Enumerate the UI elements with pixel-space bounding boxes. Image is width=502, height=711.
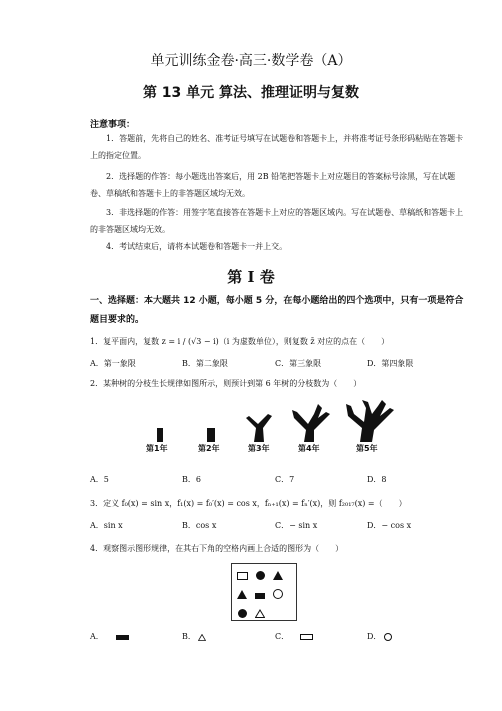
tree-label-1: 第1年 bbox=[146, 444, 168, 452]
circle-filled-icon bbox=[238, 609, 247, 618]
question-4-stem: 4．观察图示图形规律，在其右下角的空格内画上合适的图形为（ ） bbox=[90, 544, 344, 553]
question-3-stem: 3．定义 f₀(x) = sin x，f₁(x) = f₀′(x) = cos x，fₙ₊₁(x) = fₙ′(x)，则 f₂₀₁₇(x) =（ ） bbox=[90, 499, 407, 508]
q4-option-a[interactable] bbox=[90, 631, 129, 642]
notice-item-4: 4．考试结束后，请将本试题卷和答题卡一并上交。 bbox=[106, 242, 288, 251]
q4-option-d[interactable] bbox=[367, 631, 392, 642]
tree-growth-figure bbox=[142, 400, 412, 452]
q4-option-b[interactable] bbox=[182, 631, 206, 642]
q4-option-c[interactable] bbox=[275, 631, 313, 642]
q1-option-c[interactable]: C．第三象限 bbox=[275, 359, 322, 368]
q2-option-d[interactable]: D．8 bbox=[367, 475, 387, 484]
tree-year-3 bbox=[246, 414, 272, 442]
tree-year-4 bbox=[292, 404, 330, 442]
q3-option-d[interactable]: D．− cos x bbox=[367, 521, 412, 530]
q2-option-a[interactable]: A．5 bbox=[90, 475, 109, 484]
q2-option-b[interactable]: B．6 bbox=[182, 475, 201, 484]
q4-option-d-label: D． bbox=[367, 632, 382, 641]
circle-outline-icon bbox=[384, 633, 392, 641]
tree-year-2 bbox=[207, 428, 215, 442]
q1-option-b[interactable]: B．第二象限 bbox=[182, 359, 228, 368]
grid-cell bbox=[233, 584, 251, 603]
q1-option-a[interactable]: A．第一象限 bbox=[90, 359, 136, 368]
notice-item-2: 2．选择题的作答：每小题选出答案后，用 2B 铅笔把答题卡上对应题目的答案标号涂黑，写在试题卷、草稿纸和答题卡上的非答题区域均无效。 bbox=[90, 172, 456, 198]
triangle-filled-icon bbox=[273, 571, 283, 580]
tree-label-4: 第4年 bbox=[298, 444, 320, 452]
triangle-filled-icon bbox=[237, 590, 247, 599]
grid-cell bbox=[251, 565, 269, 584]
q4-option-a-label: A． bbox=[90, 632, 104, 641]
part-title: 第 Ⅰ 卷 bbox=[227, 268, 275, 286]
triangle-outline-icon bbox=[198, 634, 206, 641]
tree-year-1 bbox=[157, 428, 163, 442]
q3-option-b[interactable]: B．cos x bbox=[182, 521, 217, 530]
q2-option-c[interactable]: C．7 bbox=[275, 475, 295, 484]
tree-label-2: 第2年 bbox=[198, 444, 220, 452]
grid-cell bbox=[269, 565, 287, 584]
q3-option-c[interactable]: C．− sin x bbox=[275, 521, 318, 530]
grid-cell bbox=[269, 584, 287, 603]
rect-outline-icon bbox=[237, 572, 248, 580]
triangle-outline-icon bbox=[255, 609, 265, 618]
tree-label-5: 第5年 bbox=[356, 444, 378, 452]
q4-option-b-label: B． bbox=[182, 632, 196, 641]
pattern-grid bbox=[233, 565, 287, 622]
unit-title: 第 13 单元 算法、推理证明与复数 bbox=[142, 85, 360, 101]
circle-outline-icon bbox=[273, 589, 283, 599]
rect-outline-icon bbox=[300, 634, 313, 640]
notice-item-3: 3．非选择题的作答：用签字笔直接答在答题卡上对应的答题区域内。写在试题卷、草稿纸和答题卡上的非答题区域均无效。 bbox=[90, 208, 464, 234]
exam-title: 单元训练金卷·高三·数学卷（A） bbox=[150, 53, 352, 69]
circle-filled-icon bbox=[256, 571, 265, 580]
rect-filled-icon bbox=[116, 635, 129, 640]
grid-cell bbox=[233, 603, 251, 622]
q4-option-c-label: C． bbox=[275, 632, 290, 641]
q1-option-d[interactable]: D．第四象限 bbox=[367, 359, 414, 368]
grid-cell bbox=[251, 603, 269, 622]
grid-cell-empty bbox=[269, 603, 287, 622]
tree-year-5 bbox=[346, 400, 394, 442]
q3-option-a[interactable]: A．sin x bbox=[90, 521, 123, 530]
grid-cell bbox=[233, 565, 251, 584]
rect-filled-icon bbox=[255, 593, 265, 599]
grid-cell bbox=[251, 584, 269, 603]
question-2-stem: 2．某种树的分枝生长规律如图所示，则预计到第 6 年树的分枝数为（ ） bbox=[90, 379, 362, 388]
tree-label-3: 第3年 bbox=[248, 444, 270, 452]
question-1-stem: 1．复平面内，复数 z = i / (√3 − i)（i 为虚数单位），则复数 z̄ 对应的点在（ ） bbox=[90, 337, 390, 346]
notice-heading: 注意事项： bbox=[90, 120, 136, 130]
notice-item-1: 1．答题前，先将自己的姓名、准考证号填写在试题卷和答题卡上，并将准考证号条形码粘贴在答题卡上的指定位置。 bbox=[90, 134, 464, 160]
section-heading: 一、选择题：本大题共 12 小题，每小题 5 分，在每小题给出的四个选项中，只有一项是符合题目要求的。 bbox=[90, 296, 464, 325]
